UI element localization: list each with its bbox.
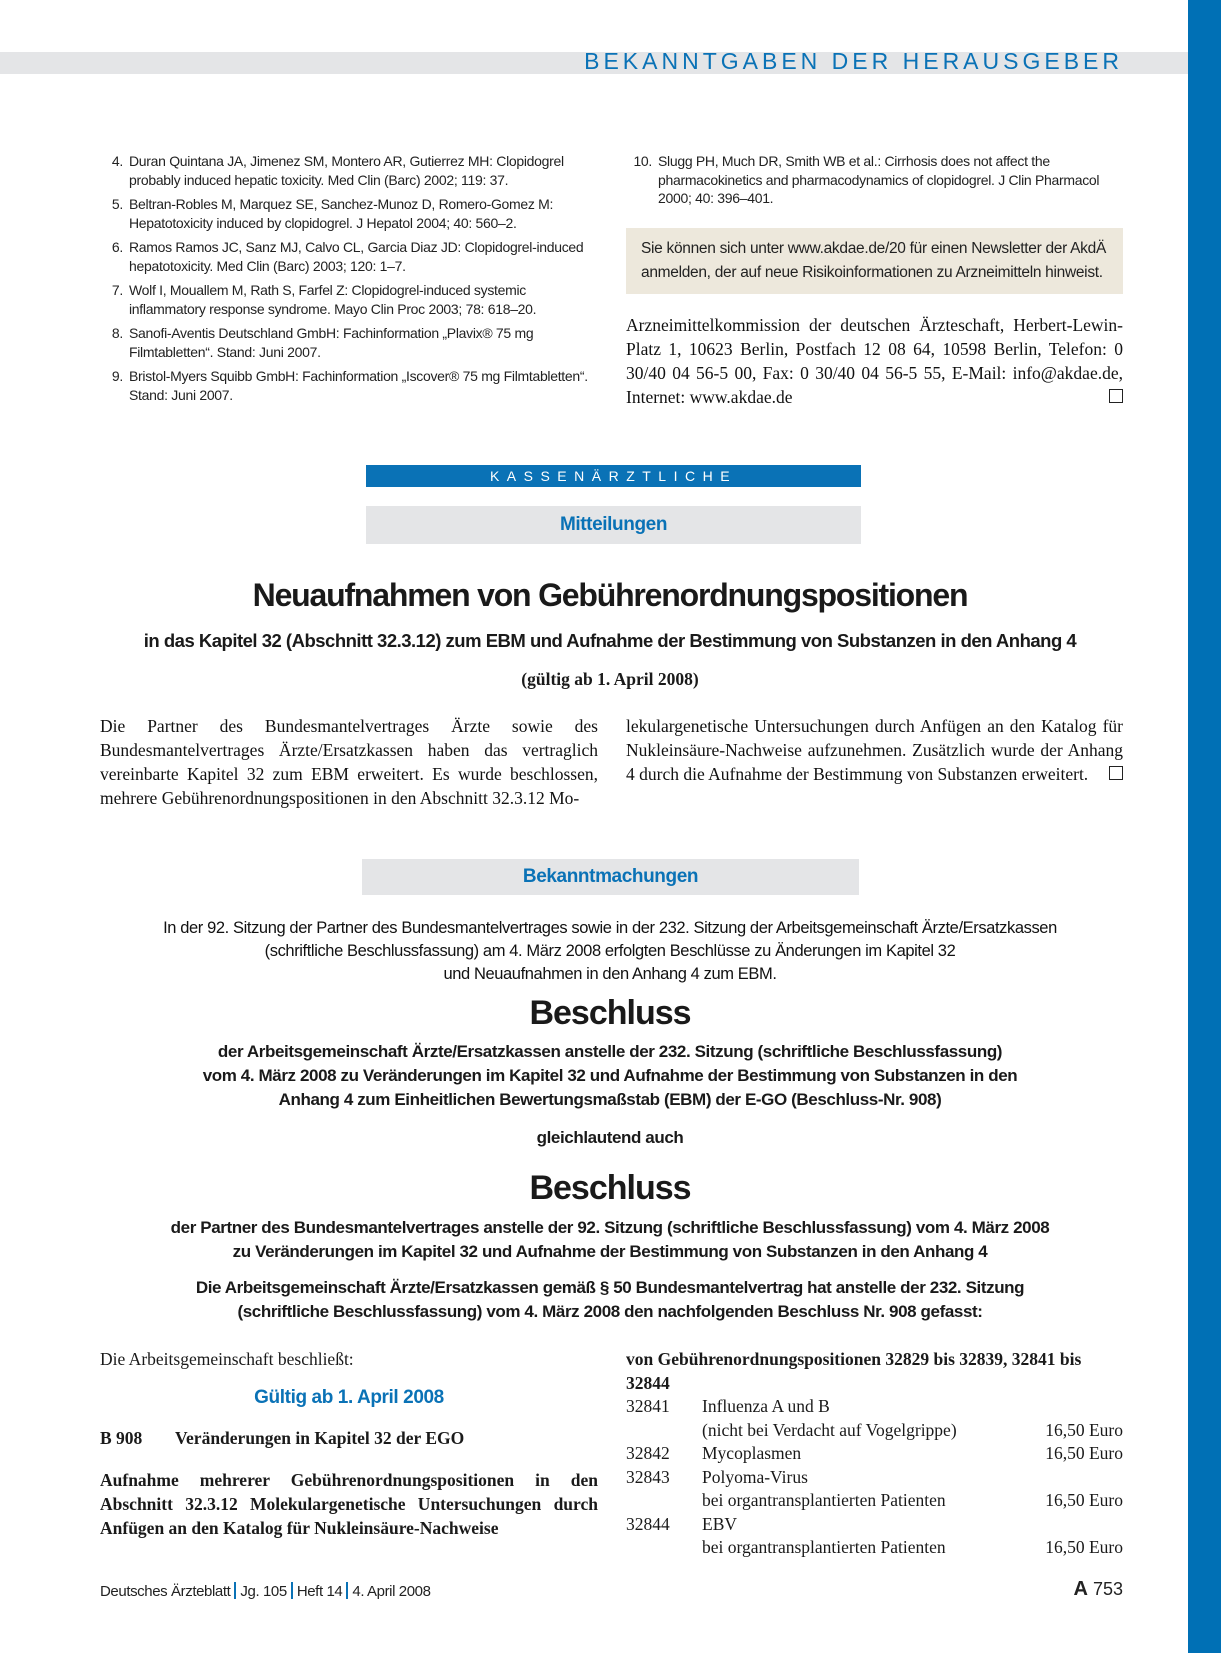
reference-item	[105, 238, 603, 275]
footer-volume: Jg. 105	[240, 1583, 287, 1600]
table-row	[626, 1442, 1123, 1466]
reference-list-left	[105, 152, 603, 410]
table-cell-desc: Polyoma-Virus	[702, 1466, 808, 1487]
reference-text: Wolf I, Mouallem M, Rath S, Farfel Z: Clopidogrel-induced systemic inflammatory response syndrome. Mayo Clin Proc 2003; 78: 618–20.	[129, 282, 537, 317]
footer-separator	[346, 1582, 348, 1599]
reference-number: 10.	[633, 153, 652, 169]
table-cell-desc: bei organtransplantierten Patienten	[702, 1537, 946, 1557]
footer-journal: Deutsches Ärzteblatt	[100, 1583, 231, 1600]
reference-number: 6.	[111, 239, 123, 255]
reference-item	[105, 367, 603, 404]
page-prefix: A	[1073, 1578, 1088, 1600]
table-row	[626, 1489, 1123, 1513]
reference-number: 4.	[111, 153, 123, 169]
beschluss-line: der Arbeitsgemeinschaft Ärzte/Ersatzkassen anstelle der 232. Sitzung (schriftliche Beschlussfassung)	[217, 1042, 1003, 1061]
mitteilungen-label: Mitteilungen	[366, 506, 861, 544]
page-number	[1073, 1578, 1123, 1601]
bekanntmachungen-label: Bekanntmachungen	[362, 859, 859, 895]
article-body-left: Die Partner des Bundesmantelvertrages Ärzte sowie des Bundesmantelvertrages Ärzte/Ersatzkassen haben das vertraglich vereinbarte Kapitel 32 zum EBM erweitert. Es wurde beschlossen, mehrere Gebührenordnungspositionen in den Abschnitt 32.3.12 Mo-	[100, 716, 598, 808]
beschluss-title: Beschluss	[529, 994, 691, 1032]
table-row	[626, 1395, 1123, 1419]
table-cell-price	[1024, 1395, 1123, 1419]
table-row	[626, 1466, 1123, 1490]
gop-table	[626, 1395, 1123, 1560]
table-cell-price: 16,50 Euro	[1045, 1537, 1123, 1557]
decision-line: Die Arbeitsgemeinschaft Ärzte/Ersatzkassen gemäß § 50 Bundesmantelvertrag hat anstelle der 232. Sitzung	[195, 1278, 1025, 1297]
resolution-right-column	[626, 1347, 1123, 1560]
valid-from-heading: Gültig ab 1. April 2008	[254, 1387, 444, 1408]
table-cell-code	[626, 1419, 702, 1443]
reference-item	[626, 152, 1123, 208]
table-cell-desc: bei organtransplantierten Patienten	[702, 1490, 946, 1510]
article-body-right-text: lekulargenetische Untersuchungen durch Anfügen an den Katalog für Nukleinsäure-Nachweise aufzunehmen. Zusätzlich wurde der Anhang 4 durch die Aufnahme der Bestimmung von Substanzen erweitert.	[626, 716, 1123, 784]
end-mark	[1109, 385, 1123, 409]
table-cell-desc: EBV	[702, 1513, 737, 1534]
reference-number: 5.	[111, 196, 123, 212]
kbv-section-bar: KASSENÄRZTLICHE BUNDESVEREINIGUNG	[366, 465, 861, 487]
table-cell-code: 32844	[626, 1513, 670, 1534]
article-title: Neuaufnahmen von Gebührenordnungspositionen	[252, 577, 968, 613]
intro-text	[60, 917, 1160, 986]
footer-separator	[234, 1582, 236, 1599]
table-cell-price	[1024, 1466, 1123, 1490]
beschluss-description	[60, 1216, 1160, 1264]
decision-line: (schriftliche Beschlussfassung) vom 4. März 2008 den nachfolgenden Beschluss Nr. 908 gefasst:	[237, 1302, 983, 1321]
valid-date: (gültig ab 1. April 2008)	[521, 669, 699, 689]
beschluss-line: Anhang 4 zum Einheitlichen Bewertungsmaßstab (EBM) der E-GO (Beschluss-Nr. 908)	[278, 1090, 942, 1109]
reference-text: Duran Quintana JA, Jimenez SM, Montero AR, Gutierrez MH: Clopidogrel probably induced hepatic toxicity. Med Clin (Barc) 2002; 119: 37.	[129, 153, 564, 188]
footer-separator	[291, 1582, 293, 1599]
beschluss-line: zu Veränderungen im Kapitel 32 und Aufnahme der Bestimmung von Substanzen in den Anhang 4	[232, 1242, 988, 1261]
reference-text: Beltran-Robles M, Marquez SE, Sanchez-Munoz D, Romero-Gomez M: Hepatotoxicity induced by clopidogrel. J Hepatol 2004; 40: 560–2.	[129, 196, 554, 231]
reference-item	[105, 195, 603, 232]
table-cell-price: 16,50 Euro	[1045, 1443, 1123, 1463]
beschluss-description	[60, 1040, 1160, 1112]
intro-line: (schriftliche Beschlussfassung) am 4. März 2008 erfolgten Beschlüsse zu Änderungen im Kapitel 32	[264, 942, 956, 960]
reference-text: Ramos Ramos JC, Sanz MJ, Calvo CL, Garcia Diaz JD: Clopidogrel-induced hepatotoxicity. Med Clin (Barc) 2003; 120: 1–7.	[129, 239, 584, 274]
table-cell-desc: Mycoplasmen	[702, 1443, 802, 1463]
table-row	[626, 1536, 1123, 1560]
table-cell-code: 32841	[626, 1396, 670, 1416]
table-cell-price: 16,50 Euro	[1045, 1419, 1123, 1440]
inclusion-text: Aufnahme mehrerer Gebührenordnungspositionen in den Abschnitt 32.3.12 Molekulargenetische Untersuchungen durch Anfügen an den Katalog für Nukleinsäure-Nachweise	[100, 1470, 598, 1538]
reference-text: Sanofi-Aventis Deutschland GmbH: Fachinformation „Plavix® 75 mg Filmtabletten“. Stand: Juni 2007.	[129, 325, 534, 360]
end-mark	[1109, 762, 1123, 786]
beschluss-line: der Partner des Bundesmantelvertrages anstelle der 92. Sitzung (schriftliche Beschlussfassung) vom 4. März 2008	[170, 1218, 1050, 1237]
article-subtitle: in das Kapitel 32 (Abschnitt 32.3.12) zum EBM und Aufnahme der Bestimmung von Substanzen in den Anhang 4	[143, 630, 1077, 651]
akdae-address	[626, 313, 1123, 409]
intro-line: und Neuaufnahmen in den Anhang 4 zum EBM.	[443, 965, 777, 983]
b908-code: B 908	[100, 1428, 143, 1448]
table-cell-price: 16,50 Euro	[1045, 1490, 1123, 1510]
resolution-left-column	[100, 1347, 598, 1540]
reference-item	[105, 324, 603, 361]
akdae-address-text: Arzneimittelkommission der deutschen Ärzteschaft, Herbert-Lewin-Platz 1, 10623 Berlin, Postfach 12 08 64, 10598 Berlin, Telefon: 0 30/40 04 56-5 00, Fax: 0 30/40 04 56-5 55, E-Mail: info@akdae.de, Internet: www.akdae.de	[626, 315, 1123, 407]
reference-item	[105, 281, 603, 318]
footer-date: 4. April 2008	[352, 1583, 431, 1600]
resolves-text: Die Arbeitsgemeinschaft beschließt:	[100, 1349, 354, 1369]
table-cell-desc: (nicht bei Verdacht auf Vogelgrippe)	[702, 1419, 957, 1440]
table-cell-code: 32843	[626, 1466, 670, 1487]
intro-line: In der 92. Sitzung der Partner des Bundesmantelvertrages sowie in der 232. Sitzung der Arbeitsgemeinschaft Ärzte/Ersatzkassen	[163, 919, 1057, 937]
table-cell-price	[1024, 1513, 1123, 1537]
b908-title: Veränderungen in Kapitel 32 der EGO	[175, 1428, 465, 1448]
table-cell-code: 32842	[626, 1443, 670, 1463]
page-number-value: 753	[1092, 1579, 1123, 1599]
decision-text	[60, 1276, 1160, 1324]
footer-issue: Heft 14	[296, 1583, 343, 1600]
table-cell-code	[626, 1536, 702, 1560]
beschluss-line: vom 4. März 2008 zu Veränderungen im Kapitel 32 und Aufnahme der Bestimmung von Substanzen in den	[202, 1066, 1018, 1085]
reference-text: Slugg PH, Much DR, Smith WB et al.: Cirrhosis does not affect the pharmacokinetics and pharmacodynamics of clopidogrel. J Clin Pharmacol 2000; 40: 396–401.	[658, 153, 1100, 206]
also-label: gleichlautend auch	[536, 1128, 684, 1147]
table-cell-desc: Influenza A und B	[702, 1396, 830, 1416]
b908-heading	[100, 1428, 598, 1449]
reference-number: 7.	[111, 282, 123, 298]
table-cell-code	[626, 1489, 702, 1513]
reference-number: 8.	[111, 325, 123, 341]
side-color-bar	[1188, 0, 1221, 1653]
reference-number: 9.	[111, 368, 123, 384]
beschluss-title: Beschluss	[529, 1169, 691, 1207]
table-row	[626, 1419, 1123, 1443]
newsletter-note: Sie können sich unter www.akdae.de/20 für einen Newsletter der AkdÄ anmelden, der auf neue Risikoinformationen zu Arzneimitteln hinweist.	[641, 240, 1106, 281]
table-row	[626, 1513, 1123, 1537]
table-heading: von Gebührenordnungspositionen 32829 bis 32839, 32841 bis 32844	[626, 1349, 1082, 1393]
reference-item	[105, 152, 603, 189]
article-body-right	[626, 714, 1123, 786]
reference-list-right	[626, 152, 1123, 214]
footer-citation	[100, 1582, 431, 1600]
reference-text: Bristol-Myers Squibb GmbH: Fachinformation „Iscover® 75 mg Filmtabletten“. Stand: Juni 2007.	[129, 368, 588, 403]
section-header: BEKANNTGABEN DER HERAUSGEBER	[584, 48, 1123, 74]
